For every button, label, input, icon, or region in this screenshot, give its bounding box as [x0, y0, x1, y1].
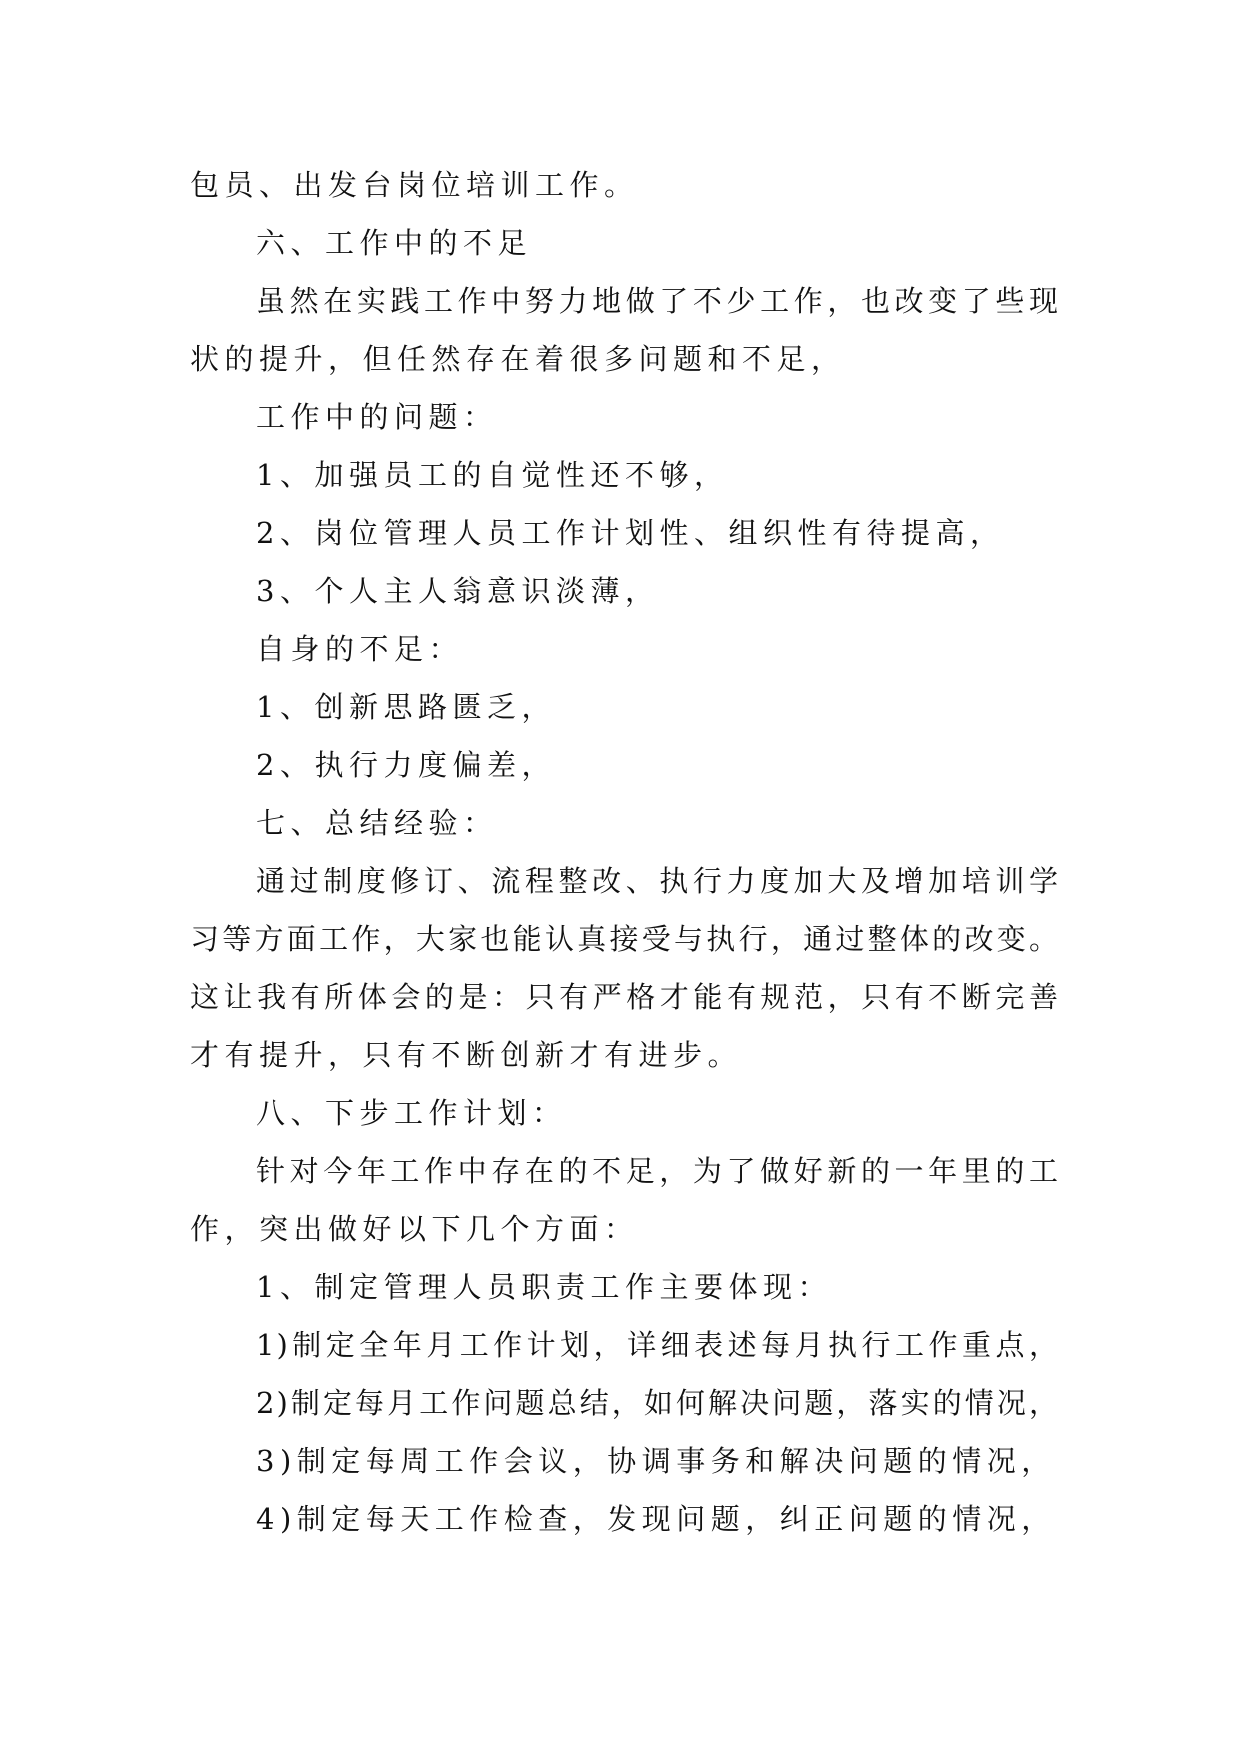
paragraph-line: 作，突出做好以下几个方面：	[190, 1212, 639, 1246]
paragraph-line: 这让我有所体会的是：只有严格才能有规范，只有不断完善	[190, 980, 1060, 1014]
sub-list-item: 2)制定每月工作问题总结，如何解决问题，落实的情况，	[256, 1386, 1060, 1420]
subheading: 工作中的问题：	[256, 400, 498, 434]
paragraph-line: 习等方面工作，大家也能认真接受与执行，通过整体的改变。	[190, 922, 1060, 956]
text-line: 包员、出发台岗位培训工作。	[190, 168, 639, 202]
paragraph-line: 针对今年工作中存在的不足，为了做好新的一年里的工	[256, 1154, 1060, 1188]
sub-list-item: 3)制定每周工作会议，协调事务和解决问题的情况，	[256, 1444, 1056, 1478]
sub-list-item: 1)制定全年月工作计划，详细表述每月执行工作重点，	[256, 1328, 1060, 1362]
section-heading: 八、下步工作计划：	[256, 1096, 567, 1130]
section-heading: 六、工作中的不足	[256, 226, 533, 260]
list-item: 1、加强员工的自觉性还不够，	[256, 458, 729, 492]
paragraph-line: 才有提升，只有不断创新才有进步。	[190, 1038, 743, 1072]
section-heading: 七、总结经验：	[256, 806, 498, 840]
list-item: 1、创新思路匮乏，	[256, 690, 556, 724]
paragraph-line: 状的提升，但任然存在着很多问题和不足，	[190, 342, 846, 376]
list-item: 1、制定管理人员职责工作主要体现：	[256, 1270, 832, 1304]
subheading: 自身的不足：	[256, 632, 464, 666]
list-item: 3、个人主人翁意识淡薄，	[256, 574, 660, 608]
paragraph-line: 虽然在实践工作中努力地做了不少工作，也改变了些现	[256, 284, 1060, 318]
list-item: 2、岗位管理人员工作计划性、组织性有待提高，	[256, 516, 1005, 550]
list-item: 2、执行力度偏差，	[256, 748, 556, 782]
sub-list-item: 4)制定每天工作检查，发现问题，纠正问题的情况，	[256, 1502, 1056, 1536]
paragraph-line: 通过制度修订、流程整改、执行力度加大及增加培训学	[256, 864, 1060, 898]
document-body	[190, 156, 1060, 1548]
